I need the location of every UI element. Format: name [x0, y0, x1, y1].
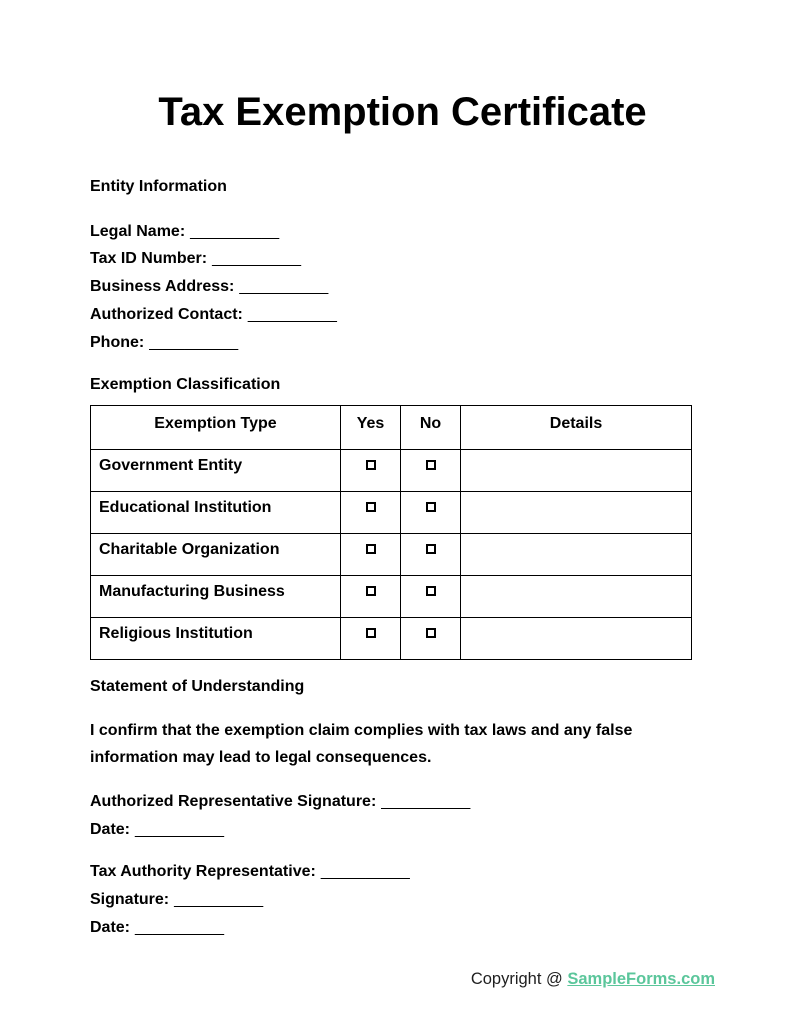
copyright-text: Copyright @	[470, 969, 568, 988]
entity-fields	[90, 218, 715, 357]
field-blank-line: __________	[247, 305, 337, 323]
column-header-exemption-type: Exemption Type	[91, 405, 341, 449]
checkbox-unchecked-icon	[426, 502, 436, 512]
no-cell	[401, 533, 461, 575]
yes-cell	[341, 491, 401, 533]
field-blank-line: __________	[135, 918, 224, 936]
field-label: Authorized Representative Signature:	[90, 793, 377, 811]
entity-information-heading: Entity Information	[90, 178, 227, 195]
checkbox-unchecked-icon	[366, 460, 376, 470]
field-blank-line: __________	[381, 793, 471, 811]
yes-cell	[341, 617, 401, 659]
field-label: Signature:	[90, 891, 170, 909]
page-footer	[90, 967, 715, 991]
field-label: Date:	[90, 918, 131, 936]
field-blank-line: __________	[135, 820, 224, 838]
statement-of-understanding-heading: Statement of Understanding	[90, 677, 305, 695]
field-business-address	[90, 273, 715, 301]
details-cell	[461, 617, 692, 659]
table-row-religious-institution	[91, 617, 692, 659]
page-title: Tax Exemption Certificate	[158, 90, 647, 134]
field-phone	[90, 329, 715, 357]
table-header-row	[91, 405, 692, 449]
field-label: Phone:	[90, 333, 145, 351]
exemption-type-cell: Religious Institution	[91, 617, 341, 659]
column-header-details: Details	[461, 405, 692, 449]
field-blank-line: __________	[149, 333, 239, 351]
checkbox-unchecked-icon	[366, 628, 376, 638]
no-cell	[401, 491, 461, 533]
checkbox-unchecked-icon	[426, 460, 436, 470]
representative-signature-block	[90, 788, 715, 843]
field-representative-date	[90, 816, 715, 844]
exemption-classification-heading: Exemption Classification	[90, 376, 281, 394]
yes-cell	[341, 449, 401, 491]
field-blank-line: __________	[174, 891, 264, 909]
field-blank-line: __________	[320, 863, 410, 881]
field-tax-id-number	[90, 245, 715, 273]
field-label: Date:	[90, 820, 131, 838]
exemption-type-cell: Manufacturing Business	[91, 575, 341, 617]
exemption-classification-table	[90, 405, 692, 660]
table-row-manufacturing-business	[91, 575, 692, 617]
checkbox-unchecked-icon	[426, 628, 436, 638]
footer-link[interactable]: SampleForms.com	[567, 969, 715, 988]
field-authority-signature	[90, 886, 715, 914]
field-blank-line: __________	[190, 222, 280, 240]
checkbox-unchecked-icon	[366, 586, 376, 596]
field-authorized-representative-signature	[90, 788, 715, 816]
field-label: Authorized Contact:	[90, 305, 243, 323]
no-cell	[401, 575, 461, 617]
field-blank-line: __________	[212, 250, 302, 268]
field-authorized-contact	[90, 301, 715, 329]
yes-cell	[341, 575, 401, 617]
exemption-type-cell: Government Entity	[91, 449, 341, 491]
column-header-yes: Yes	[341, 405, 401, 449]
field-blank-line: __________	[239, 278, 329, 296]
document-body	[90, 173, 715, 991]
details-cell	[461, 491, 692, 533]
no-cell	[401, 449, 461, 491]
no-cell	[401, 617, 461, 659]
details-cell	[461, 575, 692, 617]
details-cell	[461, 449, 692, 491]
exemption-type-cell: Charitable Organization	[91, 533, 341, 575]
field-label: Tax ID Number:	[90, 250, 208, 268]
field-label: Tax Authority Representative:	[90, 863, 316, 881]
tax-authority-block	[90, 858, 715, 941]
table-row-charitable-organization	[91, 533, 692, 575]
field-label: Business Address:	[90, 278, 235, 296]
field-tax-authority-representative	[90, 858, 715, 886]
checkbox-unchecked-icon	[426, 586, 436, 596]
column-header-no: No	[401, 405, 461, 449]
field-legal-name	[90, 218, 715, 246]
checkbox-unchecked-icon	[366, 502, 376, 512]
yes-cell	[341, 533, 401, 575]
table-row-educational-institution	[91, 491, 692, 533]
checkbox-unchecked-icon	[426, 544, 436, 554]
table-row-government-entity	[91, 449, 692, 491]
field-authority-date	[90, 914, 715, 942]
confirmation-statement: I confirm that the exemption claim complies with tax laws and any false information may lead to legal consequences.	[90, 721, 633, 767]
checkbox-unchecked-icon	[366, 544, 376, 554]
field-label: Legal Name:	[90, 222, 186, 240]
details-cell	[461, 533, 692, 575]
exemption-type-cell: Educational Institution	[91, 491, 341, 533]
